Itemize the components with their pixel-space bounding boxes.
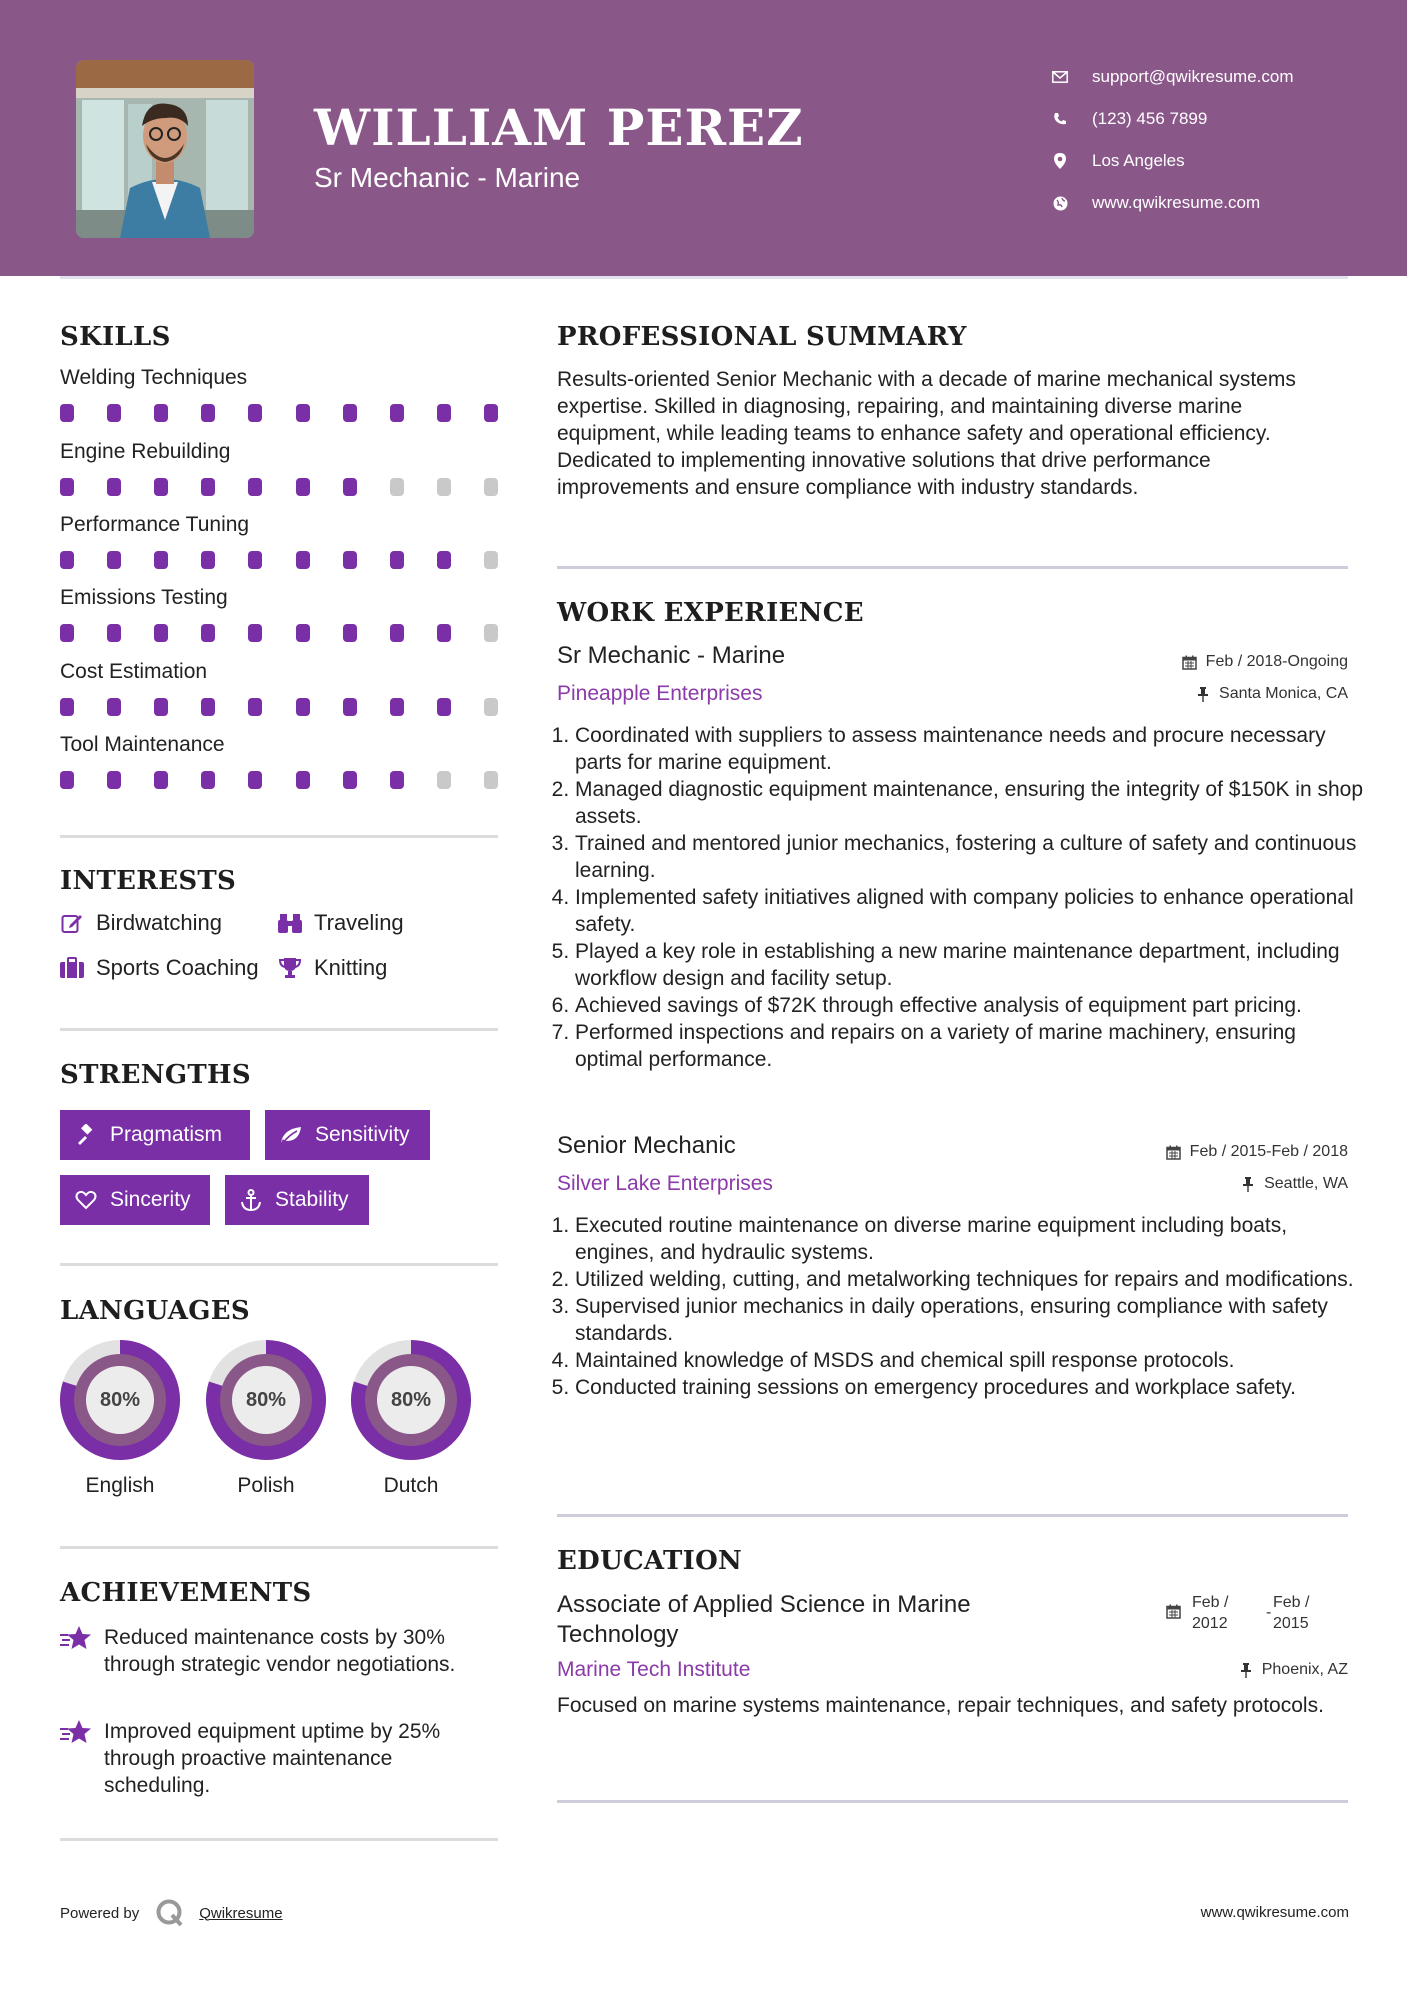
pin-icon xyxy=(1240,1176,1256,1192)
rating-dot xyxy=(296,404,310,422)
rating-dot xyxy=(248,551,262,569)
job-dates xyxy=(1182,653,1348,671)
pin-icon xyxy=(1195,686,1211,702)
strength-label: Sincerity xyxy=(110,1188,191,1211)
skill-item xyxy=(60,366,500,422)
skill-name: Emissions Testing xyxy=(60,586,228,609)
rating-dot xyxy=(437,404,451,422)
strength-tag xyxy=(225,1175,369,1225)
rating-dot xyxy=(107,551,121,569)
resume-header xyxy=(0,0,1407,276)
strength-tag xyxy=(60,1110,250,1160)
interest-label: Knitting xyxy=(314,955,388,980)
job-dates-text: Feb / 2015-Feb / 2018 xyxy=(1189,1143,1348,1160)
job-bullet: 2. Utilized welding, cutting, and metalworking techniques for repairs and modifications. xyxy=(575,1266,1365,1293)
interest-item xyxy=(278,955,387,981)
degree-line: Technology xyxy=(557,1621,679,1648)
education-location-text: Phoenix, AZ xyxy=(1261,1661,1348,1678)
skill-rating xyxy=(60,771,498,789)
education-location xyxy=(1238,1661,1348,1679)
skill-rating xyxy=(60,698,498,716)
edu-start-year: 2012 xyxy=(1192,1615,1228,1632)
languages-divider xyxy=(60,1546,498,1549)
job-bullet: 2. Managed diagnostic equipment maintenance, ensuring the integrity of $150K in shop assets. xyxy=(575,776,1365,830)
rating-dot xyxy=(248,624,262,642)
rating-dot xyxy=(201,771,215,789)
edu-end-month: Feb / xyxy=(1273,1594,1310,1611)
rating-dot xyxy=(343,478,357,496)
job-location xyxy=(1240,1175,1348,1193)
job-bullet: 1. Executed routine maintenance on diverse marine equipment including boats, engines, and hydraulic systems. xyxy=(575,1212,1365,1266)
anchor-icon xyxy=(239,1188,263,1212)
pin-icon xyxy=(1238,1662,1254,1678)
rating-dot xyxy=(60,624,74,642)
rating-dot xyxy=(390,624,404,642)
rating-dot xyxy=(390,404,404,422)
contact-list xyxy=(1050,56,1390,224)
job-bullet: 4. Maintained knowledge of MSDS and chemical spill response protocols. xyxy=(575,1347,1365,1374)
skill-name: Welding Techniques xyxy=(60,366,248,389)
rating-dot xyxy=(60,698,74,716)
achievements-divider xyxy=(60,1838,498,1841)
powered-by-text: Powered by xyxy=(60,1904,140,1922)
skill-rating xyxy=(60,478,498,496)
language-item xyxy=(60,1340,180,1498)
education-description: Focused on marine systems maintenance, repair techniques, and safety protocols. xyxy=(557,1694,1324,1717)
job-bullet-list xyxy=(557,1212,1365,1401)
edu-end-year: 2015 xyxy=(1273,1615,1309,1632)
interests-divider xyxy=(60,1028,498,1031)
rating-dot xyxy=(154,698,168,716)
rating-dot xyxy=(390,551,404,569)
edu-date-separator: - xyxy=(1266,1604,1272,1621)
rating-dot xyxy=(437,478,451,496)
star-icon xyxy=(60,1624,94,1658)
leaf-icon xyxy=(279,1123,303,1147)
interest-item xyxy=(60,910,222,936)
rating-dot xyxy=(107,698,121,716)
footer-website[interactable]: www.qwikresume.com xyxy=(1200,1904,1349,1921)
achievement-text: Improved equipment uptime by 25% through proactive maintenance scheduling. xyxy=(104,1720,441,1797)
language-name: Polish xyxy=(237,1474,295,1497)
rating-dot xyxy=(60,404,74,422)
language-item xyxy=(206,1340,326,1498)
summary-heading: PROFESSIONAL SUMMARY xyxy=(557,322,967,352)
binoculars-icon xyxy=(278,911,302,935)
contact-website[interactable] xyxy=(1050,182,1390,224)
job-dates xyxy=(1166,1143,1348,1161)
star-icon xyxy=(60,1718,94,1752)
skill-item xyxy=(60,513,500,569)
skill-name: Engine Rebuilding xyxy=(60,440,231,463)
job-location xyxy=(1195,685,1348,703)
contact-phone[interactable] xyxy=(1050,98,1390,140)
rating-dot xyxy=(343,771,357,789)
edu-start-month: Feb / xyxy=(1192,1594,1229,1611)
job-title: Sr Mechanic - Marine xyxy=(557,642,786,669)
rating-dot xyxy=(484,624,498,642)
strengths-heading: STRENGTHS xyxy=(60,1060,251,1090)
skill-rating xyxy=(60,624,498,642)
rating-dot xyxy=(248,478,262,496)
rating-dot xyxy=(107,771,121,789)
rating-dot xyxy=(154,404,168,422)
rating-dot xyxy=(201,478,215,496)
job-bullet: 4. Implemented safety initiatives aligned with company policies to enhance operational safety. xyxy=(575,884,1365,938)
globe-icon xyxy=(1050,193,1070,213)
rating-dot xyxy=(437,698,451,716)
envelope-icon xyxy=(1050,67,1070,87)
skill-item xyxy=(60,660,500,716)
language-percent: 80% xyxy=(390,1388,432,1411)
interests-heading: INTERESTS xyxy=(60,866,237,896)
language-item xyxy=(351,1340,471,1498)
strength-label: Sensitivity xyxy=(315,1123,410,1146)
language-name: Dutch xyxy=(383,1474,439,1497)
location-text: Los Angeles xyxy=(1092,151,1185,170)
work-heading: WORK EXPERIENCE xyxy=(557,598,864,628)
skill-name: Cost Estimation xyxy=(60,660,208,683)
degree-title xyxy=(557,1590,1077,1650)
qwikresume-logo-icon xyxy=(155,1898,185,1928)
job-bullet-list xyxy=(557,722,1365,1073)
rating-dot xyxy=(484,771,498,789)
rating-dot xyxy=(154,478,168,496)
company-name[interactable]: Pineapple Enterprises xyxy=(557,682,763,705)
candidate-name: WILLIAM PEREZ xyxy=(314,98,804,157)
skill-rating xyxy=(60,404,498,422)
map-marker-icon xyxy=(1050,151,1070,171)
phone-icon xyxy=(1050,109,1070,129)
strength-label: Stability xyxy=(275,1188,349,1211)
rating-dot xyxy=(296,771,310,789)
rating-dot xyxy=(437,771,451,789)
degree-line: Associate of Applied Science in Marine xyxy=(557,1591,971,1618)
profile-photo xyxy=(76,60,254,238)
contact-location xyxy=(1050,140,1390,182)
rating-dot xyxy=(107,478,121,496)
rating-dot xyxy=(60,551,74,569)
heart-icon xyxy=(74,1188,98,1212)
work-divider xyxy=(557,1514,1348,1517)
skill-name: Tool Maintenance xyxy=(60,733,225,756)
language-percent: 80% xyxy=(99,1388,141,1411)
rating-dot xyxy=(107,624,121,642)
strength-label: Pragmatism xyxy=(110,1123,223,1146)
calendar-icon xyxy=(1166,1144,1182,1160)
rating-dot xyxy=(343,404,357,422)
job-bullet: 5. Conducted training sessions on emergency procedures and workplace safety. xyxy=(575,1374,1365,1401)
rating-dot xyxy=(437,624,451,642)
contact-email[interactable] xyxy=(1050,56,1390,98)
rating-dot xyxy=(296,478,310,496)
rating-dot xyxy=(248,698,262,716)
education-dates xyxy=(1166,1592,1348,1636)
strength-tag xyxy=(60,1175,210,1225)
website-text: www.qwikresume.com xyxy=(1092,193,1261,212)
rating-dot xyxy=(154,771,168,789)
edu-start-date xyxy=(1192,1592,1228,1634)
rating-dot xyxy=(484,404,498,422)
calendar-icon xyxy=(1166,1604,1181,1624)
job-bullet: 1. Coordinated with suppliers to assess maintenance needs and procure necessary parts for marine equipment. xyxy=(575,722,1365,776)
candidate-title: Sr Mechanic - Marine xyxy=(314,162,581,193)
rating-dot xyxy=(437,551,451,569)
language-percent: 80% xyxy=(245,1388,287,1411)
rating-dot xyxy=(484,551,498,569)
phone-text: (123) 456 7899 xyxy=(1092,109,1208,128)
calendar-icon xyxy=(1182,654,1198,670)
rating-dot xyxy=(296,551,310,569)
rating-dot xyxy=(201,624,215,642)
rating-dot xyxy=(390,698,404,716)
rating-dot xyxy=(296,698,310,716)
interest-label: Birdwatching xyxy=(96,910,222,935)
job-bullet: 7. Performed inspections and repairs on a variety of marine machinery, ensuring optimal performance. xyxy=(575,1019,1365,1073)
languages-heading: LANGUAGES xyxy=(60,1296,250,1326)
rating-dot xyxy=(107,404,121,422)
edu-end-date xyxy=(1273,1592,1309,1634)
gavel-icon xyxy=(74,1123,98,1147)
interest-item xyxy=(60,955,259,981)
rating-dot xyxy=(248,771,262,789)
language-name: English xyxy=(85,1474,155,1497)
skill-item xyxy=(60,586,500,642)
achievements-heading: ACHIEVEMENTS xyxy=(60,1578,312,1608)
achievement-item xyxy=(60,1624,500,1678)
skill-name: Performance Tuning xyxy=(60,513,250,536)
rating-dot xyxy=(201,698,215,716)
rating-dot xyxy=(343,551,357,569)
job-title: Senior Mechanic xyxy=(557,1132,736,1159)
skills-heading: SKILLS xyxy=(60,322,171,352)
header-divider xyxy=(60,276,1348,279)
skill-item xyxy=(60,733,500,789)
rating-dot xyxy=(390,478,404,496)
job-bullet: 3. Trained and mentored junior mechanics, fostering a culture of safety and continuous learning. xyxy=(575,830,1365,884)
rating-dot xyxy=(154,551,168,569)
job-location-text: Santa Monica, CA xyxy=(1219,685,1348,702)
strengths-divider xyxy=(60,1263,498,1266)
strength-tag xyxy=(265,1110,430,1160)
company-name[interactable]: Silver Lake Enterprises xyxy=(557,1172,773,1195)
job-bullet: 5. Played a key role in establishing a new marine maintenance department, including workflow design and facility setup. xyxy=(575,938,1365,992)
edit-icon xyxy=(60,911,84,935)
education-heading: EDUCATION xyxy=(557,1546,743,1576)
skill-item xyxy=(60,440,500,496)
interest-label: Sports Coaching xyxy=(96,955,259,980)
rating-dot xyxy=(154,624,168,642)
rating-dot xyxy=(484,698,498,716)
rating-dot xyxy=(201,551,215,569)
rating-dot xyxy=(248,404,262,422)
school-name[interactable]: Marine Tech Institute xyxy=(557,1658,751,1681)
education-divider xyxy=(557,1800,1348,1803)
email-text: support@qwikresume.com xyxy=(1092,67,1294,86)
rating-dot xyxy=(343,698,357,716)
job-location-text: Seattle, WA xyxy=(1264,1175,1348,1192)
rating-dot xyxy=(484,478,498,496)
rating-dot xyxy=(296,624,310,642)
job-dates-text: Feb / 2018-Ongoing xyxy=(1205,653,1348,670)
interest-item xyxy=(278,910,404,936)
trophy-icon xyxy=(278,956,302,980)
interest-label: Traveling xyxy=(314,910,404,935)
summary-text: Results-oriented Senior Mechanic with a decade of marine mechanical systems expertise. Skilled in diagnosing, repairing, and maintaining diverse marine equipment, while leading teams to enhance safety and operational efficiency. Dedicated to implementing innovative solutions that drive performance improvements and ensure compliance with industry standards. xyxy=(557,368,1296,499)
rating-dot xyxy=(60,478,74,496)
rating-dot xyxy=(201,404,215,422)
rating-dot xyxy=(60,771,74,789)
rating-dot xyxy=(343,624,357,642)
job-bullet: 6. Achieved savings of $72K through effective analysis of equipment part pricing. xyxy=(575,992,1365,1019)
qwikresume-link[interactable]: Qwikresume xyxy=(199,1904,283,1922)
job-bullet: 3. Supervised junior mechanics in daily operations, ensuring compliance with safety standards. xyxy=(575,1293,1365,1347)
skills-divider xyxy=(60,835,498,838)
footer-powered-by xyxy=(60,1898,283,1928)
briefcase-icon xyxy=(60,956,84,980)
summary-divider xyxy=(557,566,1348,569)
achievement-item xyxy=(60,1718,500,1799)
skill-rating xyxy=(60,551,498,569)
achievement-text: Reduced maintenance costs by 30% through strategic vendor negotiations. xyxy=(104,1626,456,1676)
rating-dot xyxy=(390,771,404,789)
